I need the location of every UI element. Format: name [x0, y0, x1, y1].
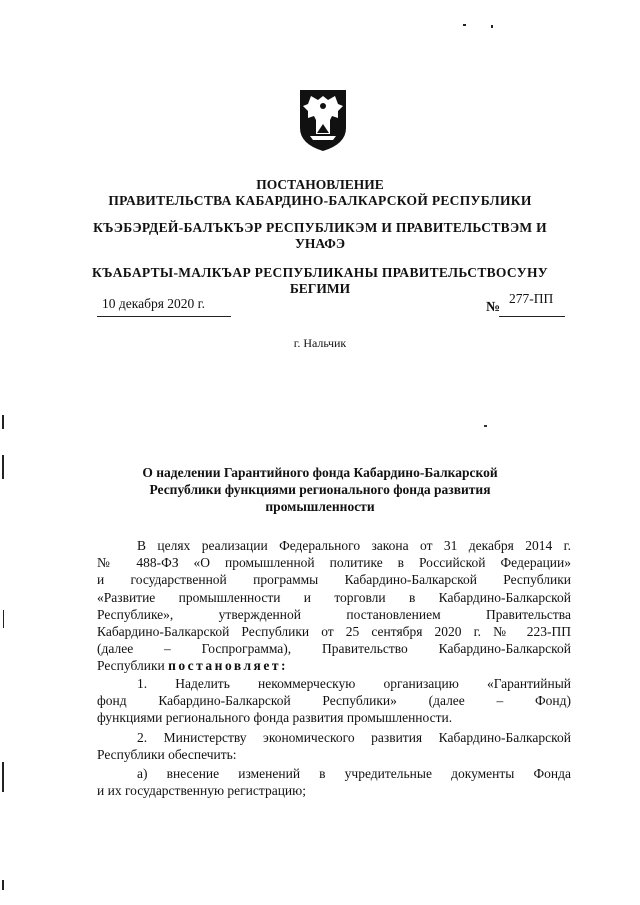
paragraph-line: и их государственную регистрацию; [97, 783, 306, 799]
city-label: г. Нальчик [293, 336, 347, 350]
paragraph-line: № 488-ФЗ «О промышленной политике в Российской Федерации» [97, 555, 571, 571]
date-underline [97, 316, 231, 317]
scan-mark [3, 610, 4, 628]
paragraph-line: 2. Министерству экономического развития Кабардино-Балкарской [137, 730, 571, 745]
coat-of-arms-emblem [298, 84, 348, 152]
paragraph-line-with-keyword [97, 657, 571, 674]
document-subject-line: О наделении Гарантийного фонда Кабардино-Балкарской [142, 465, 498, 480]
document-subject-line: промышленности [265, 499, 375, 514]
paragraph-line: функциями регионального фонда развития промышленности. [97, 710, 453, 726]
document-type-title: ПОСТАНОВЛЕНИЕ [256, 177, 384, 192]
item-2a-paragraph [97, 765, 571, 799]
scan-mark [2, 880, 4, 890]
item-1-paragraph [97, 675, 571, 727]
document-subject [0, 464, 640, 515]
paragraph-line: Республики обеспечить: [97, 747, 237, 763]
scan-mark [2, 762, 4, 792]
paragraph-line: а) внесение изменений в учредительные документы Фонда [137, 766, 571, 781]
paragraph-line: фонд Кабардино-Балкарской Республики» (далее – Фонд) [97, 693, 571, 709]
paragraph-line: Республики [97, 658, 165, 674]
resolves-keyword: постановляет: [168, 658, 288, 674]
paragraph-line: и государственной программы Кабардино-Балкарской Республики [97, 572, 571, 588]
scan-mark [463, 24, 466, 26]
number-label: № [486, 300, 501, 315]
paragraph-line: (далее – Госпрограмма), Правительство Кабардино-Балкарской [97, 641, 571, 657]
government-name-bal-line2: БЕГИМИ [289, 281, 351, 296]
scan-mark [2, 415, 4, 429]
scan-mark [484, 425, 487, 427]
paragraph-line: Кабардино-Балкарской Республики от 25 сентября 2020 г. № 223-ПП [97, 623, 571, 639]
government-name-kab-line1: КЪЭБЭРДЕЙ-БАЛЪКЪЭР РЕСПУБЛИКЭМ И ПРАВИТЕЛЬСТВЭМ И [93, 220, 547, 235]
scan-mark [491, 25, 493, 28]
document-subject-line: Республики функциями регионального фонда развития [149, 482, 491, 497]
paragraph-line: В целях реализации Федерального закона от 31 декабря 2014 г. [137, 538, 571, 553]
government-name-ru: ПРАВИТЕЛЬСТВА КАБАРДИНО-БАЛКАРСКОЙ РЕСПУБЛИКИ [108, 193, 532, 208]
document-number: 277-ПП [509, 291, 554, 306]
document-date: 10 декабря 2020 г. [102, 296, 206, 311]
number-underline [499, 316, 565, 317]
paragraph-line: «Развитие промышленности и торговли в Кабардино-Балкарской [97, 589, 571, 605]
paragraph-line: 1. Наделить некоммерческую организацию «Гарантийный [137, 676, 571, 691]
government-name-bal-line1: КЪАБАРТЫ-МАЛКЪАР РЕСПУБЛИКАНЫ ПРАВИТЕЛЬСТВОСУНУ [92, 265, 548, 280]
government-name-kab-line2: УНАФЭ [294, 236, 346, 251]
paragraph-line: Республике», утвержденной постановлением Правительства [97, 606, 571, 622]
item-2-paragraph [97, 729, 571, 763]
preamble-paragraph [97, 537, 571, 675]
